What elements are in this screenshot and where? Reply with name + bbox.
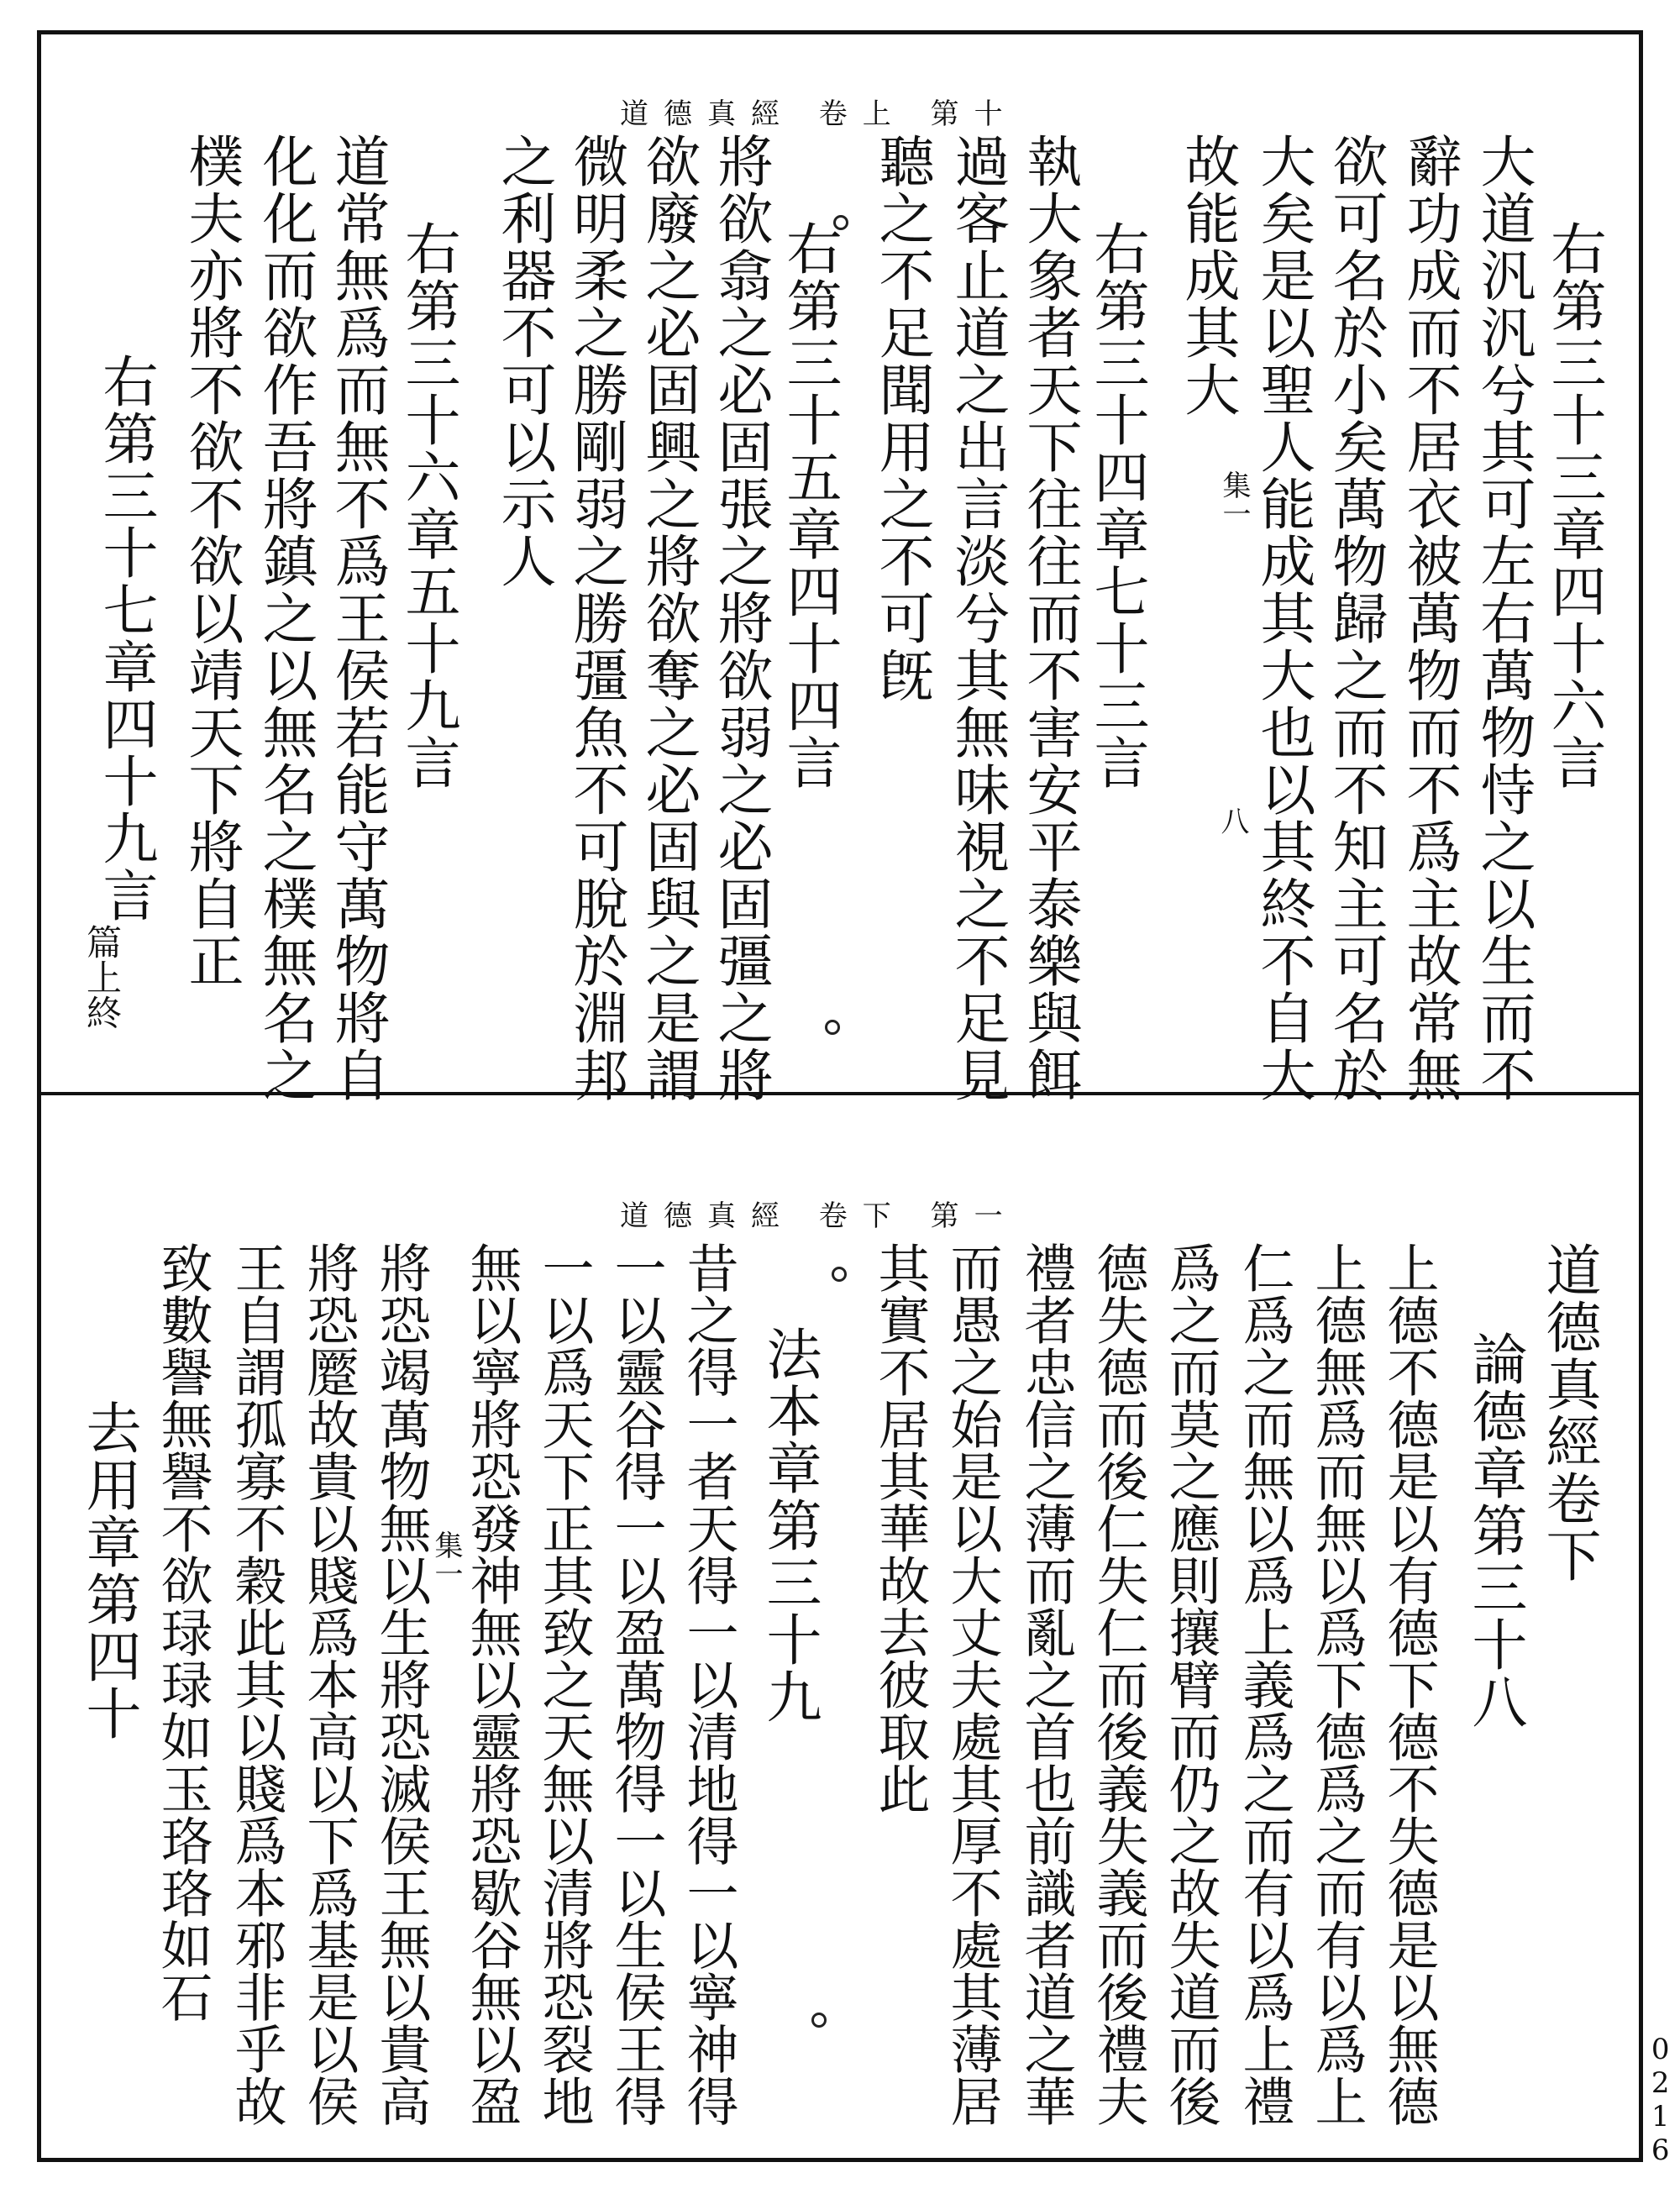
top-col-18: 化化而欲作吾將鎮之以無名之樸無名之 <box>253 133 318 1104</box>
top-marker-circle <box>825 1020 840 1035</box>
top-col-15: 之利器不可以示人 <box>491 133 556 590</box>
bottom-col-20: 去用章第四十 <box>76 1399 141 1742</box>
bottom-col-18: 王自謂孤寡不穀此其以賤爲本邪非乎故 <box>226 1241 287 2127</box>
top-col-17: 道常無爲而無不爲王侯若能守萬物將自 <box>325 133 390 1104</box>
top-marker-circle <box>833 215 848 230</box>
bottom-col-6: 爲之而莫之應則攘臂而仍之故失道而後 <box>1160 1241 1221 2127</box>
top-col-16: 右第三十六章五十九言 <box>396 220 460 791</box>
bottom-col-16: 將恐竭萬物無以生將恐滅侯王無以貴高 <box>370 1241 432 2127</box>
top-running-header: 道德真經 卷上 第十 <box>620 97 1018 131</box>
bottom-col-7: 德失德而後仁失仁而後義失義而後禮夫 <box>1088 1241 1149 2127</box>
bottom-marker-circle <box>832 1267 847 1282</box>
bottom-marker-circle <box>811 2013 827 2028</box>
bottom-col-14: 一以爲天下正其致之天無以清將恐裂地 <box>533 1241 595 2127</box>
bottom-col-19: 致數譽無譽不欲琭琭如玉珞珞如石 <box>152 1241 213 2023</box>
top-col-8: 執大象者天下往往而不害安平泰樂與餌 <box>1017 133 1082 1104</box>
top-margin-note-2: 八 <box>1215 806 1249 835</box>
bottom-col-2: 論德章第三十八 <box>1462 1330 1527 1730</box>
page-number: 0216 <box>1643 2033 1677 2167</box>
bottom-col-9: 而愚之始是以大丈夫處其厚不處其薄居 <box>942 1241 1003 2127</box>
top-col-19: 樸夫亦將不欲不欲以靖天下將自正 <box>179 133 244 989</box>
top-col-11: 右第三十五章四十四言 <box>777 220 842 791</box>
top-col-3: 辭功成而不居衣被萬物而不爲主故常無 <box>1397 133 1462 1104</box>
top-col-6: 故能成其大 <box>1175 133 1240 418</box>
top-col-12: 將欲翕之必固張之將欲弱之必固彊之將 <box>708 133 773 1104</box>
top-col-14: 微明柔之勝剛弱之勝彊魚不可脫於淵邦 <box>564 133 628 1104</box>
bottom-margin-note-1: 集一 <box>429 1530 463 1588</box>
top-col-20: 右第三十七章四十九言 <box>93 353 158 924</box>
bottom-col-1: 道德真經卷下 <box>1536 1241 1601 1584</box>
bottom-running-header: 道德真經 卷下 第一 <box>620 1199 1018 1233</box>
bottom-col-12: 昔之得一者天得一以清地得一以寧神得 <box>678 1241 739 2127</box>
top-col-1: 右第三十三章四十六言 <box>1541 220 1606 791</box>
top-col-7: 右第三十四章七十三言 <box>1084 220 1149 791</box>
bottom-col-11: 法本章第三十九 <box>757 1325 822 1725</box>
bottom-col-8: 禮者忠信之薄而亂之首也前識者道之華 <box>1016 1241 1077 2127</box>
top-col-10: 聽之不足聞用之不可旣 <box>869 133 934 704</box>
bottom-col-4: 上德無爲而無以爲下德爲之而有以爲上 <box>1306 1241 1368 2127</box>
bottom-col-15: 無以寧將恐發神無以靈將恐歇谷無以盈 <box>461 1241 522 2127</box>
bottom-col-13: 一以靈谷得一以盈萬物得一以生侯王得 <box>606 1241 667 2127</box>
top-end-note: 篇上終 <box>81 924 123 1030</box>
bottom-col-5: 仁爲之而無以爲上義爲之而有以爲上禮 <box>1234 1241 1295 2127</box>
top-col-5: 大矣是以聖人能成其大也以其終不自大 <box>1251 133 1315 1104</box>
bottom-col-10: 其實不居其華故去彼取此 <box>869 1241 931 1814</box>
top-col-4: 欲可名於小矣萬物歸之而不知主可名於 <box>1323 133 1388 1104</box>
top-col-2: 大道汎汎兮其可左右萬物恃之以生而不 <box>1471 133 1536 1104</box>
bottom-col-17: 將恐蹷故貴以賤爲本高以下爲基是以侯 <box>298 1241 360 2127</box>
top-col-13: 欲廢之必固興之將欲奪之必固與之是謂 <box>636 133 701 1104</box>
bottom-col-3: 上德不德是以有德下德不失德是以無德 <box>1378 1241 1440 2127</box>
top-col-9: 過客止道之出言淡兮其無味視之不足見 <box>945 133 1010 1104</box>
top-margin-note-1: 集一 <box>1217 470 1251 527</box>
